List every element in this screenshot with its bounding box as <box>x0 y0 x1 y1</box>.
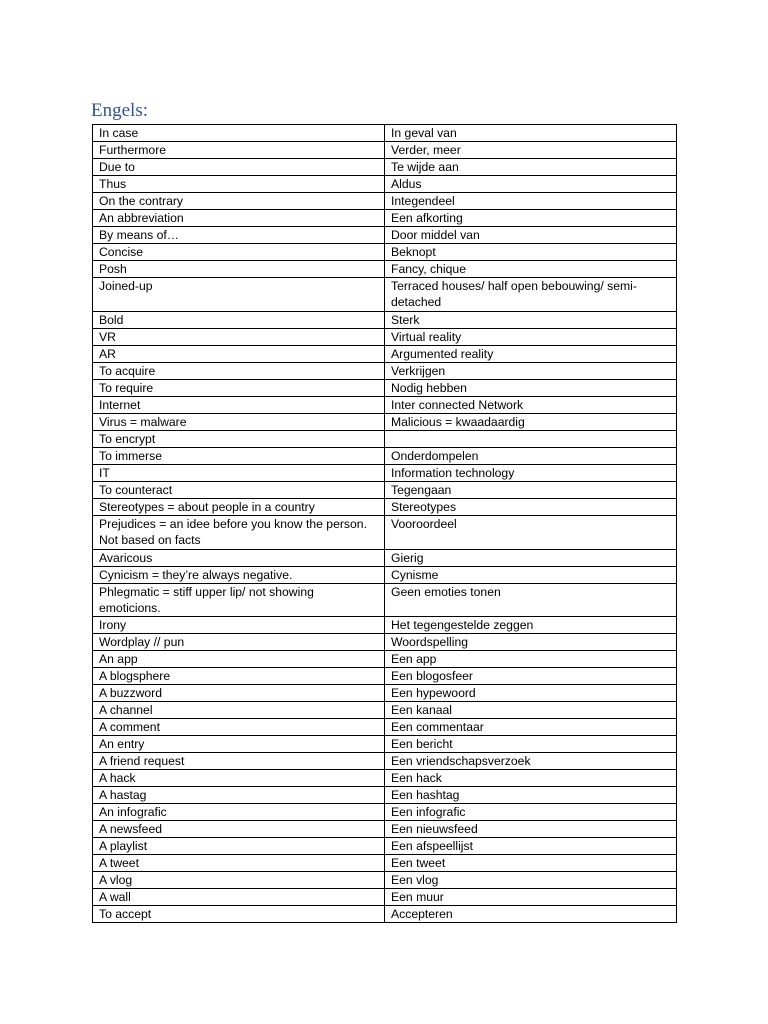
dutch-translation-cell: Cynisme <box>385 566 677 583</box>
dutch-translation-cell: Verder, meer <box>385 142 677 159</box>
table-row <box>93 770 677 787</box>
english-term-cell: Concise <box>93 244 385 261</box>
table-row <box>93 193 677 210</box>
dutch-translation-cell: Het tegengestelde zeggen <box>385 617 677 634</box>
dutch-translation-cell: Een tweet <box>385 855 677 872</box>
english-term-cell: A vlog <box>93 872 385 889</box>
table-row <box>93 210 677 227</box>
dutch-translation-cell: Een vlog <box>385 872 677 889</box>
table-row <box>93 668 677 685</box>
dutch-translation-cell: Virtual reality <box>385 328 677 345</box>
table-row <box>93 447 677 464</box>
english-term-cell: Internet <box>93 396 385 413</box>
english-term-cell: To immerse <box>93 447 385 464</box>
dutch-translation-cell: Een vriendschapsverzoek <box>385 753 677 770</box>
english-term-cell: Bold <box>93 311 385 328</box>
english-term-cell: A buzzword <box>93 685 385 702</box>
table-row <box>93 617 677 634</box>
english-term-cell: Posh <box>93 261 385 278</box>
vocabulary-table <box>92 124 677 923</box>
dutch-translation-cell: Onderdompelen <box>385 447 677 464</box>
dutch-translation-cell: Sterk <box>385 311 677 328</box>
dutch-translation-cell: Een hypewoord <box>385 685 677 702</box>
dutch-translation-cell: Woordspelling <box>385 634 677 651</box>
english-term-cell: Virus = malware <box>93 413 385 430</box>
english-term-cell: IT <box>93 464 385 481</box>
page-heading: Engels: <box>91 100 148 121</box>
dutch-translation-cell: Een nieuwsfeed <box>385 821 677 838</box>
table-row <box>93 651 677 668</box>
table-row <box>93 566 677 583</box>
dutch-translation-cell: Een afspeellijst <box>385 838 677 855</box>
table-row <box>93 736 677 753</box>
table-row <box>93 702 677 719</box>
table-row <box>93 379 677 396</box>
english-term-cell: Prejudices = an idee before you know the person. Not based on facts <box>93 515 385 549</box>
table-row <box>93 515 677 549</box>
table-row <box>93 872 677 889</box>
vocabulary-table-body <box>93 125 677 923</box>
dutch-translation-cell: Fancy, chique <box>385 261 677 278</box>
table-row <box>93 804 677 821</box>
table-row <box>93 278 677 312</box>
dutch-translation-cell: Te wijde aan <box>385 159 677 176</box>
dutch-translation-cell: Geen emoties tonen <box>385 583 677 617</box>
english-term-cell: Wordplay // pun <box>93 634 385 651</box>
table-row <box>93 685 677 702</box>
english-term-cell: To accept <box>93 906 385 923</box>
table-row <box>93 481 677 498</box>
english-term-cell: A newsfeed <box>93 821 385 838</box>
table-row <box>93 855 677 872</box>
english-term-cell: To acquire <box>93 362 385 379</box>
english-term-cell: A wall <box>93 889 385 906</box>
dutch-translation-cell: Een blogosfeer <box>385 668 677 685</box>
dutch-translation-cell: Tegengaan <box>385 481 677 498</box>
dutch-translation-cell: Door middel van <box>385 227 677 244</box>
table-row <box>93 821 677 838</box>
dutch-translation-cell: Een muur <box>385 889 677 906</box>
english-term-cell: Thus <box>93 176 385 193</box>
english-term-cell: AR <box>93 345 385 362</box>
dutch-translation-cell: Een app <box>385 651 677 668</box>
table-row <box>93 227 677 244</box>
english-term-cell: A friend request <box>93 753 385 770</box>
dutch-translation-cell: Beknopt <box>385 244 677 261</box>
dutch-translation-cell: Aldus <box>385 176 677 193</box>
english-term-cell: Furthermore <box>93 142 385 159</box>
dutch-translation-cell: In geval van <box>385 125 677 142</box>
english-term-cell: Stereotypes = about people in a country <box>93 498 385 515</box>
table-row <box>93 719 677 736</box>
dutch-translation-cell: Argumented reality <box>385 345 677 362</box>
dutch-translation-cell: Information technology <box>385 464 677 481</box>
dutch-translation-cell: Een kanaal <box>385 702 677 719</box>
english-term-cell: An abbreviation <box>93 210 385 227</box>
english-term-cell: A hastag <box>93 787 385 804</box>
english-term-cell: On the contrary <box>93 193 385 210</box>
table-row <box>93 311 677 328</box>
dutch-translation-cell: Inter connected Network <box>385 396 677 413</box>
table-row <box>93 125 677 142</box>
english-term-cell: A hack <box>93 770 385 787</box>
english-term-cell: By means of… <box>93 227 385 244</box>
english-term-cell: A tweet <box>93 855 385 872</box>
table-row <box>93 464 677 481</box>
dutch-translation-cell: Gierig <box>385 549 677 566</box>
dutch-translation-cell: Een hashtag <box>385 787 677 804</box>
english-term-cell: In case <box>93 125 385 142</box>
table-row <box>93 498 677 515</box>
dutch-translation-cell: Een bericht <box>385 736 677 753</box>
dutch-translation-cell: Verkrijgen <box>385 362 677 379</box>
table-row <box>93 430 677 447</box>
table-row <box>93 753 677 770</box>
dutch-translation-cell <box>385 430 677 447</box>
dutch-translation-cell: Vooroordeel <box>385 515 677 549</box>
table-row <box>93 889 677 906</box>
table-row <box>93 906 677 923</box>
english-term-cell: To encrypt <box>93 430 385 447</box>
dutch-translation-cell: Nodig hebben <box>385 379 677 396</box>
english-term-cell: An app <box>93 651 385 668</box>
english-term-cell: Cynicism = they’re always negative. <box>93 566 385 583</box>
table-row <box>93 787 677 804</box>
table-row <box>93 413 677 430</box>
english-term-cell: VR <box>93 328 385 345</box>
dutch-translation-cell: Integendeel <box>385 193 677 210</box>
table-row <box>93 838 677 855</box>
table-row <box>93 362 677 379</box>
english-term-cell: Due to <box>93 159 385 176</box>
english-term-cell: A playlist <box>93 838 385 855</box>
table-row <box>93 345 677 362</box>
dutch-translation-cell: Een commentaar <box>385 719 677 736</box>
english-term-cell: A blogsphere <box>93 668 385 685</box>
dutch-translation-cell: Een hack <box>385 770 677 787</box>
table-row <box>93 176 677 193</box>
table-row <box>93 142 677 159</box>
dutch-translation-cell: Stereotypes <box>385 498 677 515</box>
dutch-translation-cell: Malicious = kwaadaardig <box>385 413 677 430</box>
english-term-cell: Joined-up <box>93 278 385 312</box>
table-row <box>93 583 677 617</box>
english-term-cell: An infografic <box>93 804 385 821</box>
dutch-translation-cell: Accepteren <box>385 906 677 923</box>
english-term-cell: A comment <box>93 719 385 736</box>
table-row <box>93 261 677 278</box>
english-term-cell: A channel <box>93 702 385 719</box>
english-term-cell: To require <box>93 379 385 396</box>
table-row <box>93 634 677 651</box>
table-row <box>93 159 677 176</box>
table-row <box>93 328 677 345</box>
table-row <box>93 244 677 261</box>
table-row <box>93 396 677 413</box>
english-term-cell: Irony <box>93 617 385 634</box>
english-term-cell: An entry <box>93 736 385 753</box>
english-term-cell: To counteract <box>93 481 385 498</box>
dutch-translation-cell: Een infografic <box>385 804 677 821</box>
english-term-cell: Phlegmatic = stiff upper lip/ not showing emoticions. <box>93 583 385 617</box>
table-row <box>93 549 677 566</box>
english-term-cell: Avaricous <box>93 549 385 566</box>
dutch-translation-cell: Een afkorting <box>385 210 677 227</box>
dutch-translation-cell: Terraced houses/ half open bebouwing/ semi-detached <box>385 278 677 312</box>
